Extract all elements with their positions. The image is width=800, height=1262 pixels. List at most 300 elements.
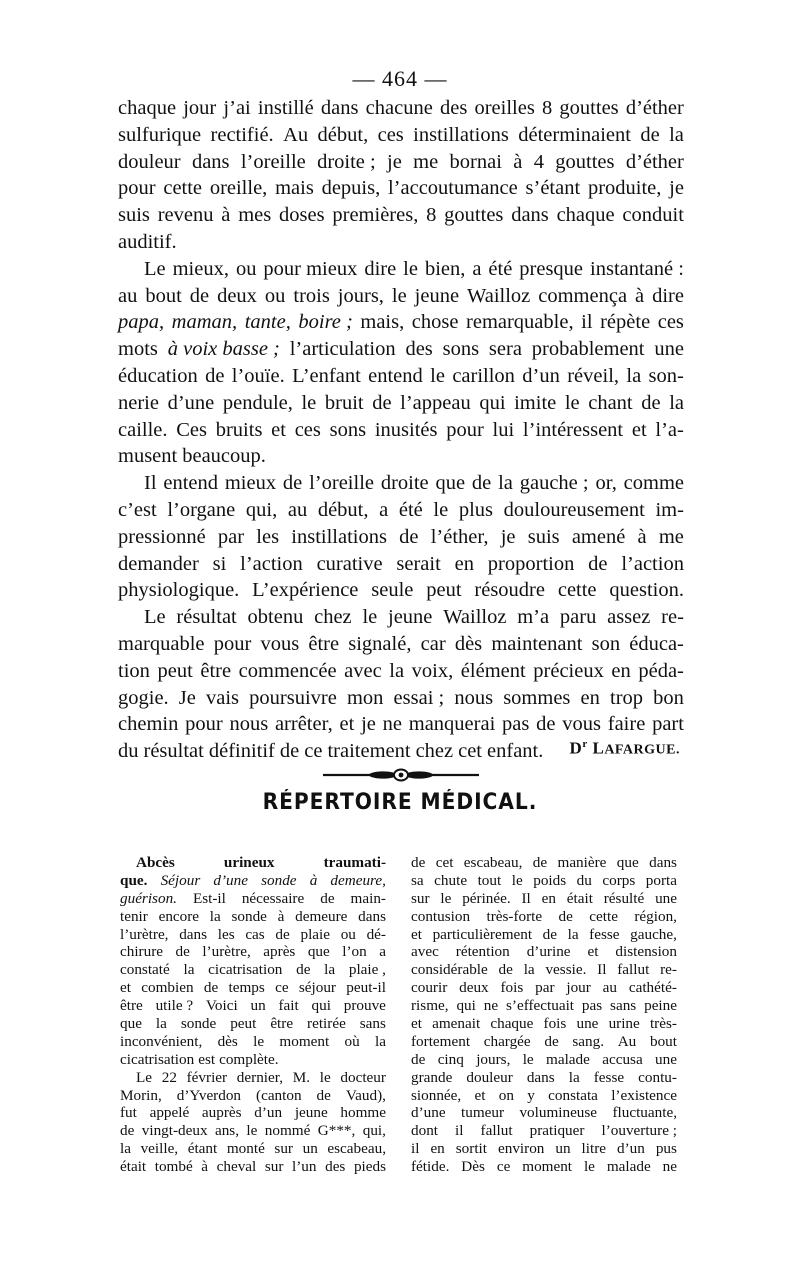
word: homme (340, 1104, 386, 1122)
word: d’urine (526, 943, 571, 961)
word: très- (649, 1015, 677, 1033)
word: de (536, 713, 556, 736)
word: dans (358, 907, 386, 925)
word: chemin (118, 713, 179, 736)
word: le (253, 1032, 265, 1050)
word: très-forte (486, 907, 543, 925)
word: les (256, 525, 280, 548)
word: maman, (171, 311, 238, 334)
word: Au (617, 1032, 637, 1050)
word: la (523, 961, 535, 979)
word: sans (359, 1015, 386, 1033)
word: chant (588, 391, 633, 414)
word: sulfurique (118, 123, 202, 146)
word: 4 (533, 150, 544, 173)
word: et (474, 1086, 486, 1104)
signature-name-initial: L (592, 738, 605, 758)
text-line (118, 443, 684, 470)
word: des (325, 1158, 346, 1176)
word: la (155, 1015, 167, 1033)
word: trop (610, 686, 644, 709)
word: dire (364, 257, 397, 280)
word: du (118, 740, 139, 763)
word: entend (368, 364, 423, 387)
word: dans (191, 150, 230, 173)
word: ce (304, 740, 323, 763)
word: musent (118, 445, 178, 468)
word: auprès (201, 1104, 242, 1122)
word: cheval (216, 1158, 257, 1176)
word: résultat (176, 606, 237, 629)
word: cathété- (628, 979, 677, 997)
word: périnée. (462, 889, 511, 907)
word: cicatrisation (120, 1050, 195, 1068)
word: et (411, 1015, 422, 1033)
word: des (439, 97, 468, 119)
word: vessie. (545, 961, 587, 979)
word: guérison. (120, 889, 177, 907)
word: peut (157, 659, 193, 682)
word: cette (557, 579, 597, 602)
word: est (198, 1050, 216, 1068)
word: d’éther (625, 97, 684, 119)
word: le (403, 257, 418, 280)
word: le (583, 1158, 595, 1176)
word: mais, (360, 311, 405, 334)
word: Le (136, 1068, 153, 1086)
word: physiologique. (118, 579, 240, 602)
text-line (118, 711, 684, 738)
word: dire (652, 284, 684, 307)
word: Dès (461, 1158, 485, 1176)
word: éduca- (629, 632, 684, 655)
word: nécessaire (241, 889, 305, 907)
word: mes (238, 204, 272, 227)
word: demander (118, 552, 199, 575)
word: premières, (332, 204, 419, 227)
word: par (535, 979, 555, 997)
word: de (558, 907, 573, 925)
word: ce (275, 979, 289, 997)
word: sommes (503, 686, 571, 709)
word: étant (187, 1140, 218, 1158)
word: douloureusement (503, 498, 645, 521)
word: litre (581, 1140, 607, 1158)
word: je (669, 177, 684, 200)
word: le (433, 498, 449, 521)
word: deux (217, 284, 257, 307)
word: escabeau, (463, 854, 523, 871)
word: ne (662, 1158, 677, 1176)
word: de (588, 552, 608, 575)
word: fétide. (411, 1158, 450, 1176)
word: remarquable, (466, 311, 574, 334)
word: au (118, 284, 138, 307)
word: la (568, 1068, 580, 1086)
word: boire ; (298, 311, 353, 334)
word: mieux (224, 472, 277, 495)
word: la (567, 925, 579, 943)
text-line (120, 854, 386, 872)
word: à (637, 525, 647, 548)
word: imite (514, 391, 557, 414)
text-line (120, 997, 386, 1015)
word: qui (456, 997, 476, 1015)
word: la (669, 123, 684, 146)
word: d’un (617, 1140, 645, 1158)
word: maintenant (491, 632, 583, 655)
word: vais (206, 686, 240, 709)
right-column (411, 854, 677, 1176)
text-line (411, 1104, 677, 1122)
word: instillations (291, 525, 387, 548)
section-title: RÉPERTOIRE MÉDICAL. (262, 790, 538, 815)
word: il (581, 311, 593, 334)
word: d’une (213, 871, 248, 889)
word: droite (380, 472, 429, 495)
word: gauche, (630, 925, 677, 943)
word: son- (648, 364, 684, 387)
word: cet (458, 740, 483, 763)
word: l’un (292, 1158, 317, 1176)
word: un (250, 997, 266, 1015)
word: prouve (343, 997, 386, 1015)
word: oreilles (474, 97, 535, 119)
word: l’intéressent (522, 418, 624, 441)
word: bon (653, 686, 684, 709)
word: amenait (432, 1015, 481, 1033)
word: Est-il (192, 889, 226, 907)
text-line (120, 1104, 386, 1122)
word: appelé (149, 1104, 190, 1122)
word: où (344, 1032, 360, 1050)
word: mais (275, 177, 314, 200)
word: curative (316, 552, 383, 575)
word: Morin, (120, 1086, 162, 1104)
word: gauche ; (519, 472, 589, 495)
word: les (217, 925, 235, 943)
word: vous (562, 713, 601, 736)
word: Wailloz (443, 606, 507, 629)
word: cinq (437, 1050, 464, 1068)
word: pieds (353, 1158, 386, 1176)
word: être (270, 1015, 294, 1033)
word: séjour (298, 979, 336, 997)
main-text (118, 95, 684, 765)
word: Je (178, 686, 196, 709)
word: dans (649, 854, 677, 871)
text-line (120, 1069, 386, 1087)
word: qui, (245, 498, 278, 521)
text-line (411, 979, 677, 997)
word: ou (235, 257, 257, 280)
text-line (120, 926, 386, 944)
word: serait (396, 552, 441, 575)
word: dé- (366, 925, 386, 943)
word: au (602, 979, 618, 997)
word: en (454, 552, 474, 575)
word: papa, (118, 311, 165, 334)
text-line (120, 1087, 386, 1105)
word: Abcès (136, 854, 175, 871)
word: environ (497, 1140, 545, 1158)
word: amené (571, 525, 626, 548)
word: plaie , (348, 961, 386, 979)
word: inusités (374, 418, 438, 441)
word: sonde (261, 871, 297, 889)
word: sonde (231, 907, 267, 925)
word: m’a (517, 606, 550, 629)
word: a (379, 943, 386, 961)
word: moment (279, 1032, 330, 1050)
word: chaque (490, 1015, 534, 1033)
word: ne (382, 713, 402, 736)
word: été (488, 257, 513, 280)
word: la (498, 472, 513, 495)
word: combien (141, 979, 194, 997)
word: peine (644, 997, 677, 1015)
page-number: — 464 — (352, 66, 448, 91)
word: des (405, 338, 433, 361)
word: éducation (118, 364, 198, 387)
text-line (411, 1158, 677, 1176)
word: grande (411, 1068, 453, 1086)
word: de (542, 925, 558, 943)
word: Au (283, 123, 309, 146)
word: en (430, 1140, 445, 1158)
word: cette (163, 177, 203, 200)
word: jeune (294, 1104, 328, 1122)
word: la (626, 364, 642, 387)
word: chose (411, 311, 459, 334)
text-line (118, 497, 684, 524)
word: que (616, 854, 639, 871)
word: définitif (208, 740, 275, 763)
word: s’effectuait (505, 997, 575, 1015)
word: jours, (476, 1050, 511, 1068)
text-line (411, 926, 677, 944)
word: s’étant (525, 177, 581, 200)
text-line (411, 1140, 677, 1158)
word: faire (607, 713, 646, 736)
word: auditif. (118, 230, 177, 253)
word: nerie (118, 391, 159, 414)
word: un (555, 1140, 571, 1158)
word: suis (118, 204, 150, 227)
word: de (316, 1086, 331, 1104)
word: im- (655, 498, 684, 521)
word: commença (538, 284, 628, 307)
word: pour (118, 177, 156, 200)
word: pour (213, 632, 252, 655)
word: doses (279, 204, 325, 227)
word: lui (492, 418, 515, 441)
word: était (120, 1158, 147, 1176)
word: bien, (424, 257, 466, 280)
word: février (186, 1068, 228, 1086)
word: l’action (621, 552, 684, 575)
word: que (307, 943, 330, 961)
word: assez (607, 606, 651, 629)
word: peut-il (346, 979, 386, 997)
word: cet (435, 854, 454, 871)
word: demeure (295, 907, 348, 925)
word: voix, (411, 659, 454, 682)
word: jour (183, 97, 217, 119)
word: ans, (214, 1122, 240, 1140)
word: entend (163, 472, 219, 495)
word: poursuivre (249, 686, 337, 709)
word: le (246, 1122, 258, 1140)
word: carillon (452, 364, 515, 387)
word: corps (602, 871, 636, 889)
word: dans (526, 1068, 555, 1086)
text-line (120, 1158, 386, 1176)
text-line (411, 1069, 677, 1087)
text-line (118, 390, 684, 417)
word: je (387, 150, 402, 173)
word: qui, (362, 1122, 386, 1140)
word: l’articulation (289, 338, 396, 361)
word: chez (314, 606, 352, 629)
word: jours, (337, 284, 384, 307)
word: complète. (219, 1050, 279, 1068)
word: d’une (167, 391, 215, 414)
word: comme (623, 472, 684, 495)
word: et (120, 979, 131, 997)
text-line (120, 943, 386, 961)
word: pendule, (222, 391, 293, 414)
word: paru (559, 606, 597, 629)
word: de (498, 961, 513, 979)
word: répète (600, 311, 651, 334)
word: droite ; (317, 150, 376, 173)
word: il (455, 1122, 464, 1140)
word: être (120, 997, 143, 1015)
signature-name-rest: AFARGUE. (604, 742, 680, 758)
word: l’urètre, (120, 925, 169, 943)
word: chaque (118, 97, 177, 119)
word: dès (454, 632, 483, 655)
text-line (118, 175, 684, 202)
text-line (118, 283, 684, 310)
word: à voix basse ; (167, 338, 280, 361)
word: essai ; (393, 686, 445, 709)
word: être (308, 632, 340, 655)
signature (570, 738, 680, 759)
word: probablement (531, 338, 645, 361)
word: docteur (340, 1068, 386, 1086)
word: une (655, 1050, 677, 1068)
word: que. (120, 871, 148, 889)
text-line (411, 890, 677, 908)
word: marquable (118, 632, 205, 655)
word: constaté (120, 961, 170, 979)
word: de (120, 1122, 135, 1140)
word: bout (649, 1032, 677, 1050)
word: enfant. (487, 740, 544, 763)
word: y (527, 1086, 535, 1104)
text-line (118, 551, 684, 578)
word: instantané : (590, 257, 684, 280)
word: de (411, 854, 426, 871)
word: moment (522, 1158, 573, 1176)
word: et (587, 943, 599, 961)
word: mon (346, 686, 384, 709)
word: à (309, 871, 318, 889)
word: poids (533, 871, 567, 889)
text-line (120, 908, 386, 926)
word: Il (597, 961, 607, 979)
word: part (652, 713, 684, 736)
word: nous (454, 686, 494, 709)
word: de (471, 472, 492, 495)
word: tante, (244, 311, 291, 334)
word: contusion (411, 907, 471, 925)
text-line (411, 997, 677, 1015)
text-line (118, 122, 684, 149)
word: demeure, (330, 871, 386, 889)
word: sionnée, (411, 1086, 462, 1104)
word: dans (511, 204, 549, 227)
word: déterminaient (518, 123, 631, 146)
word: malade (546, 1050, 590, 1068)
text-line (120, 890, 386, 908)
word: chez (415, 740, 454, 763)
word: d’un (522, 364, 560, 387)
word: gouttes (444, 204, 504, 227)
word: fut (120, 1104, 137, 1122)
word: instillations (413, 123, 509, 146)
word: au (287, 498, 308, 521)
text-line (118, 604, 684, 631)
word: de (189, 284, 210, 307)
word: gouttes (555, 150, 615, 173)
text-line (120, 872, 386, 890)
word: car (420, 632, 446, 655)
word: Vaud), (345, 1086, 386, 1104)
word: si (212, 552, 227, 575)
word: sang. (572, 1032, 605, 1050)
text-line (411, 1087, 677, 1105)
text-line (120, 1015, 386, 1033)
word: urine (608, 1015, 640, 1033)
word: rétention (455, 943, 510, 961)
word: la (183, 961, 195, 979)
word: et (411, 925, 422, 943)
word: de (399, 525, 419, 548)
word: fortement (411, 1032, 471, 1050)
word: d’un (254, 1104, 283, 1122)
text-line (118, 685, 684, 712)
word: accusa (602, 1050, 643, 1068)
word: dernier, (236, 1068, 283, 1086)
text-line (120, 1051, 386, 1069)
word: monté (226, 1140, 265, 1158)
word: à (635, 284, 645, 307)
word: courir (411, 979, 448, 997)
word: seule (371, 579, 414, 602)
word: Wailloz (467, 284, 531, 307)
word: c’est (118, 498, 157, 521)
word: me (413, 150, 439, 173)
word: tout (477, 871, 502, 889)
word: cicatrisation (208, 961, 283, 979)
word: de (205, 364, 225, 387)
word: produite, (587, 177, 662, 200)
word: de (544, 1032, 559, 1050)
word: j’ai (223, 97, 251, 119)
